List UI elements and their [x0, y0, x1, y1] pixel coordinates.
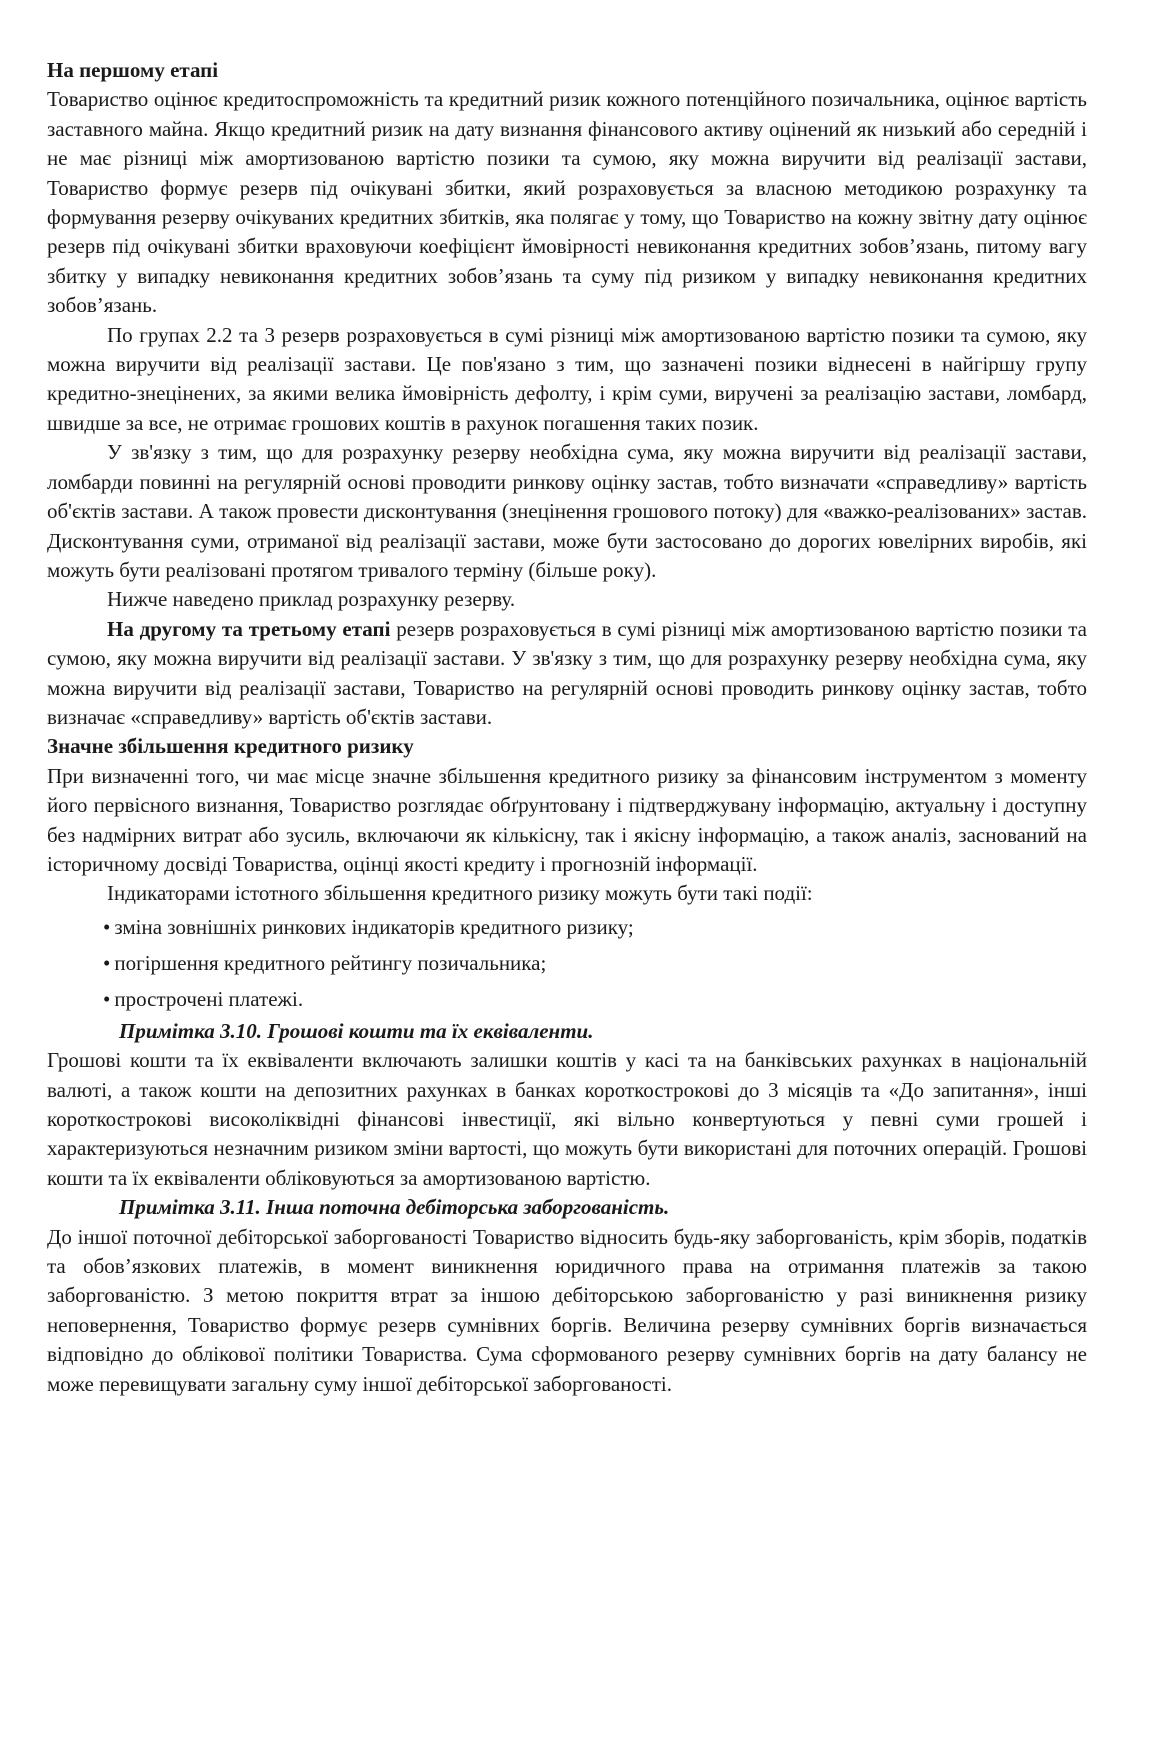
paragraph-collateral-valuation: У зв'язку з тим, що для розрахунку резерву необхідна сума, яку можна виручити від реалізації застави, ломбарди повинні на регулярній основі проводити ринкову оцінку застав, тобто визначати «справедливу» вартість об'єктів застави. А також провести дисконтування (знецінення грошового потоку) для «важко-реалізованих» застав. Дисконтування суми, отриманої від реалізації застави, може бути застосовано до дорогих ювелірних виробів, які можуть бути реалізовані протягом тривалого терміну (більше року). [47, 440, 1087, 582]
list-item [47, 909, 1087, 945]
list-item-text: погіршення кредитного рейтингу позичальника; [114, 950, 547, 975]
paragraph-groups-reserve: По групах 2.2 та 3 резерв розраховується в сумі різниці між амортизованою вартістю позики та сумою, яку можна виручити від реалізації застави. Це пов'язано з тим, що зазначені позики віднесені в найгіршу групу кредитно-знецінених, за якими велика ймовірність дефолту, і крім суми, виручені за реалізацію застави, ломбард, швидше за все, не отримає грошових коштів в рахунок погашення таких позик. [47, 322, 1087, 435]
list-item-text: зміна зовнішніх ринкових індикаторів кредитного ризику; [114, 914, 634, 939]
bullet-icon: • [103, 986, 111, 1011]
document-page [47, 56, 1087, 1399]
paragraph-indicators-intro: Індикаторами істотного збільшення кредитного ризику можуть бути такі події: [107, 881, 813, 906]
paragraph-lead-bold: На другому та третьому етапі [107, 616, 391, 641]
paragraph-rest-text: резерв розраховується в сумі різниці між амортизованою вартістю позики та сумою, яку можна виручити від реалізації застави. У зв'язку з тим, що для розрахунку резерву необхідна сума, яку можна виручити від реалізації застави, Товариство на регулярній основі проводить ринкову оцінку застав, тобто визначає «справедливу» вартість об'єктів застави. [47, 616, 1087, 729]
list-item [47, 945, 1087, 981]
section-heading-first-stage: На першому етапі [47, 58, 219, 82]
bullet-icon: • [103, 950, 111, 975]
paragraph-second-third-stage [47, 615, 1087, 733]
bullet-icon: • [103, 914, 111, 939]
paragraph-example-intro: Нижче наведено приклад розрахунку резерву. [107, 587, 516, 612]
paragraph-first-stage-assessment: Товариство оцінює кредитоспроможність та кредитний ризик кожного потенційного позичальника, оцінює вартість заставного майна. Якщо кредитний ризик на дату визнання фінансового активу оцінений як низький або середній і не має різниці між амортизованою вартістю позики та сумою, яку можна виручити від реалізації застави, Товариство формує резерв під очікувані збитки, який розраховується за власною методикою розрахунку та формування резерву очікуваних кредитних збитків, яка полягає у тому, що Товариство на кожну звітну дату оцінює резерв під очікувані збитки враховуючи коефіцієнт ймовірності невиконання кредитних зобов’язань, питому вагу збитку у випадку невиконання кредитних зобов’язань та суму під ризиком у випадку невиконання кредитних зобов’язань. [47, 87, 1087, 318]
list-item [47, 981, 1087, 1017]
note-title-receivables: Примітка 3.11. Інша поточна дебіторська заборгованість. [119, 1195, 670, 1220]
list-item-text: прострочені платежі. [114, 986, 304, 1011]
section-heading-credit-risk-increase: Значне збільшення кредитного ризику [47, 734, 414, 759]
note-title-cash: Примітка 3.10. Грошові кошти та їх еквіваленти. [119, 1018, 594, 1043]
paragraph-other-receivables: До іншої поточної дебіторської заборгованості Товариство відносить будь-яку заборгованість, крім зборів, податків та обов’язкових платежів, в момент виникнення юридичного права на отримання платежів за такою заборгованістю. З метою покриття втрат за іншою дебіторською заборгованістю у разі виникнення ризику неповернення, Товариство формує резерв сумнівних боргів. Величина резерву сумнівних боргів визначається відповідно до облікової політики Товариства. Сума сформованого резерву сумнівних боргів на дату балансу не може перевищувати загальну суму іншої дебіторської заборгованості. [47, 1224, 1087, 1396]
paragraph-cash-equivalents: Грошові кошти та їх еквіваленти включають залишки коштів у касі та на банківських рахунках в національній валюті, а також кошти на депозитних рахунках в банках короткострокові до 3 місяців та «До запитання», інші короткострокові високоліквідні фінансові інвестиції, які вільно конвертуються у певні суми грошей і характеризуються незначним ризиком зміни вартості, що можуть бути використані для поточних операцій. Грошові кошти та їх еквіваленти обліковуються за амортизованою вартістю. [47, 1048, 1087, 1190]
paragraph-credit-risk-assessment: При визначенні того, чи має місце значне збільшення кредитного ризику за фінансовим інструментом з моменту його первісного визнання, Товариство розглядає обґрунтовану і підтверджувану інформацію, актуальну і доступну без надмірних витрат або зусиль, включаючи як кількісну, так і якісну інформацію, а також аналіз, заснований на історичному досвіді Товариства, оцінці якості кредиту і прогнозній інформації. [47, 763, 1087, 876]
indicator-list [47, 909, 1087, 1017]
